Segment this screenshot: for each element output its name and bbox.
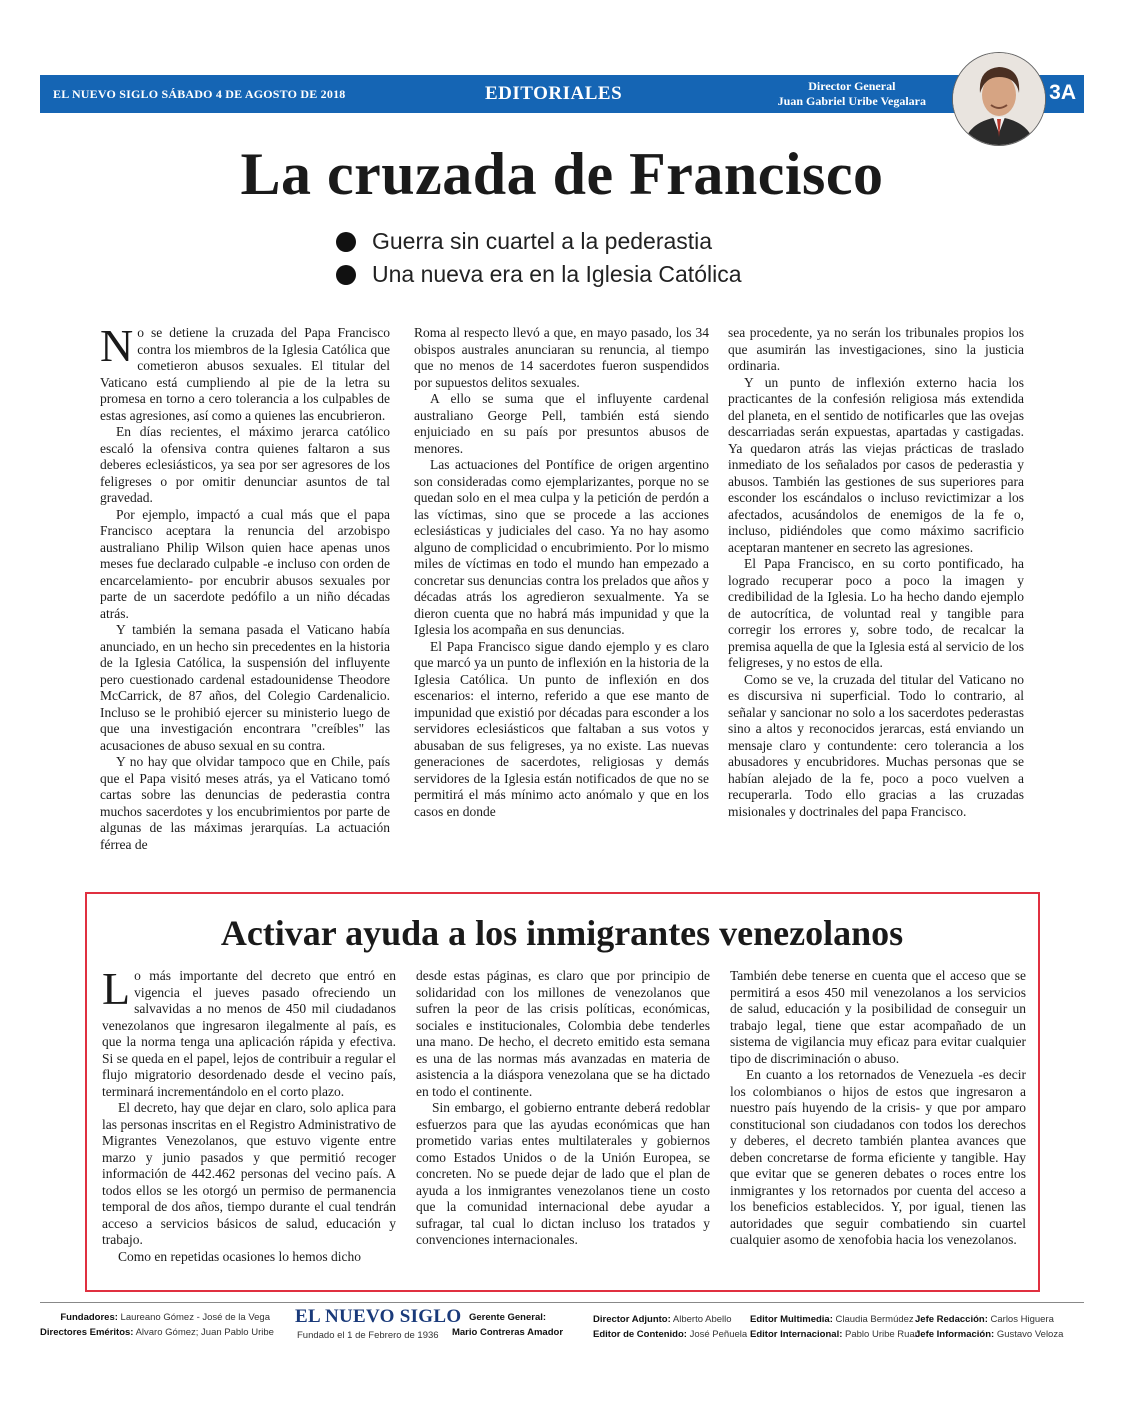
paper-date: EL NUEVO SIGLO SÁBADO 4 DE AGOSTO DE 2018 bbox=[53, 87, 346, 101]
newspaper-logo: EL NUEVO SIGLO bbox=[295, 1306, 462, 1327]
editorial2-column-2 bbox=[416, 968, 710, 1288]
paragraph: A ello se suma que el influyente cardenal australiano George Pell, también está siendo enjuiciado en su país por presuntos abusos de menores. bbox=[414, 391, 709, 456]
bullet-dot-icon bbox=[336, 232, 356, 252]
paragraph: Por ejemplo, impactó a cual más que el papa Francisco aceptara la renuncia del arzobispo australiano Philip Wilson quien hace apenas unos meses fue declarado culpable -e incluso con orden de encarcelamiento- por encubrir abusos sexuales por parte de un sacerdote pedófilo a un niño décadas atrás. bbox=[100, 506, 390, 621]
paragraph: desde estas páginas, es claro que por principio de solidaridad con los millones de venezolanos que sufren la peor de las crisis políticas, económicas, sociales e institucionales, Colombia debe tenderles una mano. De hecho, el decreto emitido esta semana es una de las normas más avanzadas en materia de asistencia a la diáspora venezolana que se ha dictado en todo el continente. bbox=[416, 968, 710, 1099]
founders-block: Fundadores: Laureano Gómez - José de la Vega Directores Eméritos: Alvaro Gómez; Juan Pablo Uribe bbox=[40, 1312, 274, 1338]
director-name: Juan Gabriel Uribe Vegalara bbox=[777, 94, 926, 108]
paragraph: También debe tenerse en cuenta que el acceso que se permitirá a esos 450 mil venezolanos a los servicios de salud, educación y la posibilidad de conseguir un trabajo legal, tiene que estar acompañado de un sistema de vigilancia muy eficaz para evitar cualquier tipo de discriminación o abuso. bbox=[730, 968, 1026, 1066]
paragraph: Roma al respecto llevó a que, en mayo pasado, los 34 obispos australes anunciaran su renuncia, al tiempo que no menos de 14 sacerdotes fueron suspendidos por supuestos delitos sexuales. bbox=[414, 325, 709, 390]
paragraph: El decreto, hay que dejar en claro, solo aplica para las personas inscritas en el Registro Administrativo de Migrantes Venezolanos, que estuvo vigente entre marzo y junio pasados y que permitió recoger información de 442.462 personas del vecino país. A todos ellos se les otorgó un permiso de permanencia temporal de dos años, tiempo durante el cual tendrán acceso a servicios básicos de salud, educación y trabajo. bbox=[102, 1100, 396, 1247]
paragraph: En cuanto a los retornados de Venezuela -es decir los colombianos o hijos de estos que ingresaron a nuestro país huyendo de la crisis- y que por amparo constitucional son ciudadanos con todos los derechos y deberes, el decreto también plantea avances que deben concretarse de forma eficiente y tangible. Hay que evitar que se generen debates o roces entre los inmigrantes y los retornados por cuenta del acceso a los beneficios establecidos. Y, por igual, tienen las autoridades que seguir combatiendo sin cuartel cualquier asomo de xenofobia hacia los venezolanos. bbox=[730, 1067, 1026, 1247]
founded-date: Fundado el 1 de Febrero de 1936 bbox=[297, 1330, 439, 1341]
editorial1-column-1 bbox=[100, 325, 390, 890]
editorial1-column-2 bbox=[414, 325, 709, 890]
paragraph: El Papa Francisco sigue dando ejemplo y es claro que marcó ya un punto de inflexión en la historia de la Iglesia Católica. Un punto de inflexión en dos escenarios: el interno, referido a que ese manto de impunidad que existió por décadas para esconder a los servidores eclesiásticos que faltaban a sus votos y abusaban de sus feligreses, ya no existe. Las nuevas generaciones de sacerdotes, religiosas y demás servidores de la Iglesia están notificados de que no se permitirá el más mínimo acto anómalo y que en los casos en donde bbox=[414, 638, 709, 819]
editors-block-1: Director Adjunto: Alberto Abello Editor de Contenido: José Peñuela bbox=[593, 1314, 748, 1340]
bullet-item: Guerra sin cuartel a la pederastia bbox=[336, 225, 742, 258]
bullet-item: Una nueva era en la Iglesia Católica bbox=[336, 258, 742, 291]
paragraph: No se detiene la cruzada del Papa Francisco contra los miembros de la Iglesia Católica que cometieron abusos sexuales. El titular del Vaticano está cumpliendo al pie de la letra su promesa en torno a cero tolerancia a los culpables de estas agresiones, así como a quienes las encubrieron. bbox=[100, 325, 390, 423]
paragraph: En días recientes, el máximo jerarca católico escaló la ofensiva contra quienes faltaron a sus deberes eclesiásticos, ya sea por ser agresores de los feligreses o por omitir denunciar asuntos de tal gravedad. bbox=[100, 424, 390, 505]
editorial2-headline: Activar ayuda a los inmigrantes venezolanos bbox=[220, 913, 904, 953]
editors-block-2: Editor Multimedia: Claudia Bermúdez Editor Internacional: Pablo Uribe Ruan bbox=[750, 1314, 921, 1340]
bullet-dot-icon bbox=[336, 265, 356, 285]
drop-cap: N bbox=[100, 325, 134, 371]
header-bar bbox=[40, 75, 1084, 113]
paragraph: sea procedente, ya no serán los tribunales propios los que asumirán las investigaciones, sino la justicia ordinaria. bbox=[728, 325, 1024, 373]
paragraph: Como se ve, la cruzada del titular del Vaticano no es discursiva ni superficial. Todo lo contrario, al señalar y sancionar no solo a los sacerdotes pederastas sino a altos y reconocidos jerarcas, está enviando un mensaje claro y contundente: cero tolerancia a los abusadores y encubridores. Muchas personas que se habían alejado de la fe, poco a poco vuelven a recuperarla. Todo ello gracias a las cruzadas misionales y doctrinales del papa Francisco. bbox=[728, 671, 1024, 819]
section-title: EDITORIALES bbox=[485, 83, 623, 104]
manager-block: Gerente General: Mario Contreras Amador bbox=[451, 1312, 564, 1338]
footer-divider bbox=[40, 1302, 1084, 1303]
director-block bbox=[778, 79, 926, 109]
paragraph: Lo más importante del decreto que entró en vigencia el jueves pasado ofreciendo un salvavidas a no menos de 450 mil ciudadanos venezolanos que ingresaron ilegalmente al país, es que la norma tenga una aplicación rápida y efectiva. Si se queda en el papel, lejos de contribuir a regular el flujo migratorio desordenado desde el vecino país, terminará incrementándolo en el corto plazo. bbox=[102, 968, 396, 1099]
page-number: 3A bbox=[1049, 81, 1076, 104]
editorial1-column-3 bbox=[728, 325, 1024, 890]
paragraph: Y un punto de inflexión externo hacia los practicantes de la confesión religiosa más extendida del planeta, en el sentido de notificarles que las ovejas descarriadas serán expuestas, apartadas y castigadas. Ya quedaron atrás las viejas prácticas de traslado inmediato de los señalados por casos de pederastia y abusos. También las gestiones de sus superiores para esconder los escándalos o incluso revictimizar a los afectados, acusándolos de enemigos de la fe o, incluso, pidiéndoles que como máximo sacrificio aceptaran mantener en secreto las agresiones. bbox=[728, 374, 1024, 555]
paragraph: Sin embargo, el gobierno entrante deberá redoblar esfuerzos para que las ayudas económicas que han prometido varias entes multilaterales y gobiernos como Estados Unidos o de la Unión Europea, se concreten. No se puede dejar de lado que el plan de ayuda a los inmigrantes venezolanos tiene un costo que la comunidad internacional debe ayudar a sufragar, tal cual lo dictan incluso los tratados y convenciones internacionales. bbox=[416, 1100, 710, 1247]
paragraph: Y no hay que olvidar tampoco que en Chile, país que el Papa visitó meses atrás, ya el Vaticano tomó cartas sobre las denuncias de pederastia contra muchos sacerdotes y los encubrimientos por parte de algunas de las máximas jerarquías. La actuación férrea de bbox=[100, 754, 390, 852]
paragraph: Y también la semana pasada el Vaticano había anunciado, en un hecho sin precedentes en la historia de la Iglesia Católica, la suspensión del influyente pero cuestionado cardenal estadounidense Theodore McCarrick, de 87 años, del Colegio Cardenalicio. Incluso se le prohibió ejercer su ministerio luego de que una investigación encontrara "creíbles" las acusaciones de abuso sexual en su contra. bbox=[100, 622, 390, 753]
director-photo bbox=[952, 52, 1046, 146]
subheadline-bullets bbox=[336, 225, 742, 291]
editors-block-3: Jefe Redacción: Carlos Higuera Jefe Información: Gustavo Veloza bbox=[915, 1314, 1064, 1340]
paragraph: Las actuaciones del Pontífice de origen argentino son consideradas como ejemplarizantes, porque no se quedan solo en el mea culpa y la petición de perdón a las víctimas, sino que se procede a las acciones eclesiásticas y judiciales del caso. Ya no hay asomo alguno de complicidad o encubrimiento. Por lo mismo miles de víctimas en todo el mundo han empezado a concretar sus denuncias contra los prelados que años y décadas atrás los agredieron sexualmente. Ya se dieron cuenta que no habrá más impunidad y que la Iglesia los acompaña en sus denuncias. bbox=[414, 457, 709, 637]
editorial2-column-3 bbox=[730, 968, 1026, 1288]
director-title: Director General bbox=[808, 79, 896, 93]
editorial2-column-1 bbox=[102, 968, 396, 1288]
paragraph: Como en repetidas ocasiones lo hemos dicho bbox=[118, 1248, 361, 1264]
drop-cap: L bbox=[102, 968, 131, 1014]
main-headline: La cruzada de Francisco bbox=[240, 141, 884, 207]
paragraph: El Papa Francisco, en su corto pontificado, ha logrado recuperar poco a poco la imagen y credibilidad de la Iglesia. Lo ha hecho dando ejemplo de autocrítica, de voluntad real y tangible para corregir los errores y, sobre todo, de recalcar la premisa aquella de que la Iglesia está al servicio de los feligreses, y no estos de ella. bbox=[728, 556, 1024, 670]
